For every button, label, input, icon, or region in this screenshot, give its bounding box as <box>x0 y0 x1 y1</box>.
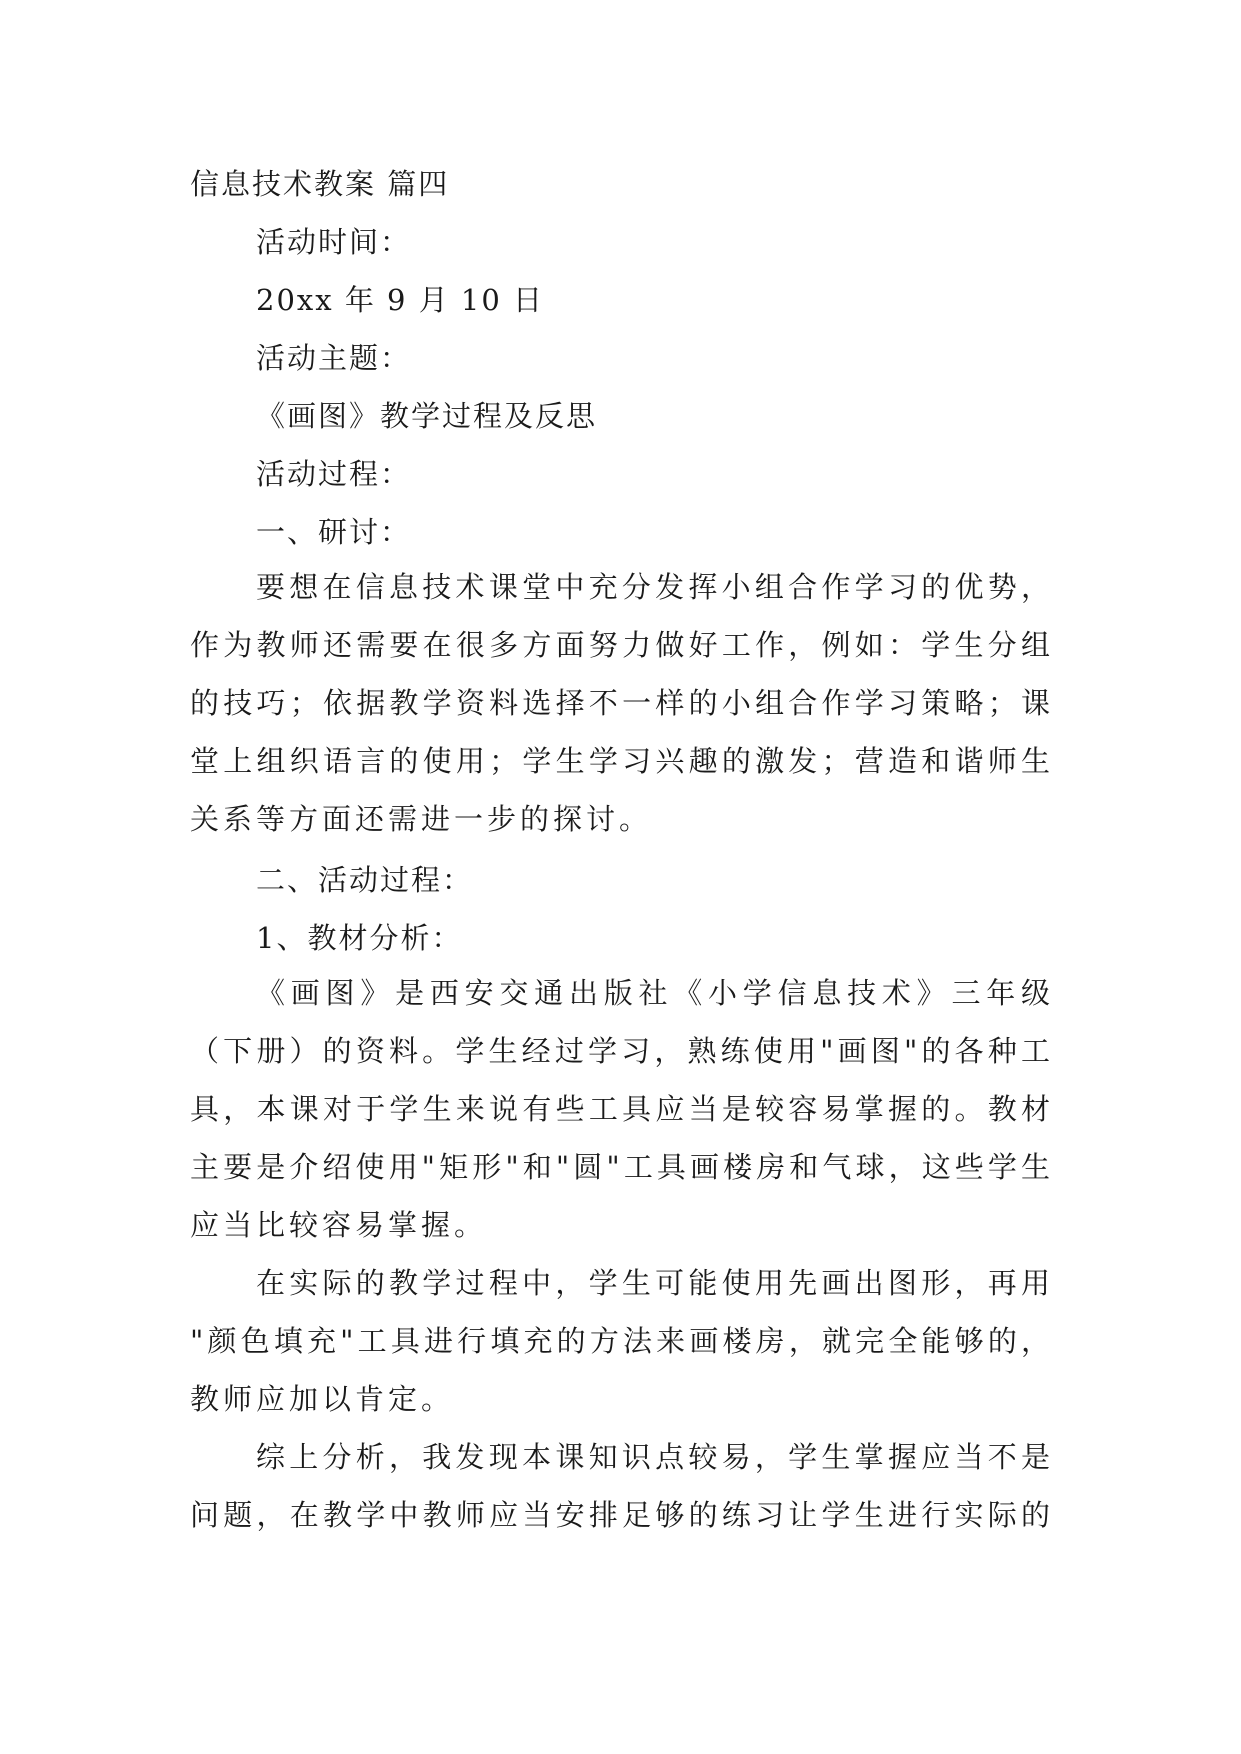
activity-theme-label: 活动主题： <box>256 341 412 375</box>
paragraph-discussion <box>190 558 1050 848</box>
paragraph-line: 应当比较容易掌握。 <box>190 1208 488 1242</box>
paragraph-line: 关系等方面还需进一步的探讨。 <box>190 802 653 836</box>
paragraph-line: 作为教师还需要在很多方面努力做好工作，例如：学生分组 <box>190 628 1050 662</box>
activity-time-label: 活动时间： <box>256 225 412 259</box>
paragraph-line: 综上分析，我发现本课知识点较易，学生掌握应当不是 <box>256 1440 1050 1474</box>
paragraph-line: 问题，在教学中教师应当安排足够的练习让学生进行实际的 <box>190 1498 1050 1532</box>
paragraph-textbook-analysis <box>190 964 1050 1254</box>
paragraph-line: 《画图》是西安交通出版社《小学信息技术》三年级 <box>256 976 1050 1010</box>
activity-process-label: 活动过程： <box>256 457 412 491</box>
paragraph-line: 在实际的教学过程中，学生可能使用先画出图形，再用 <box>256 1266 1050 1300</box>
subsection-1-heading: 1、教材分析： <box>256 921 463 955</box>
section-1-heading: 一、研讨： <box>256 515 412 549</box>
paragraph-summary <box>190 1428 1050 1544</box>
paragraph-line: 的技巧；依据教学资料选择不一样的小组合作学习策略；课 <box>190 686 1050 720</box>
paragraph-line: 要想在信息技术课堂中充分发挥小组合作学习的优势， <box>256 570 1050 604</box>
section-2-heading: 二、活动过程： <box>256 863 474 897</box>
paragraph-line: 具，本课对于学生来说有些工具应当是较容易掌握的。教材 <box>190 1092 1050 1126</box>
paragraph-line: （下册）的资料。学生经过学习，熟练使用"画图"的各种工 <box>190 1034 1050 1068</box>
paragraph-line: 主要是介绍使用"矩形"和"圆"工具画楼房和气球，这些学生 <box>190 1150 1050 1184</box>
paragraph-teaching-process <box>190 1254 1050 1428</box>
activity-theme-value: 《画图》教学过程及反思 <box>256 399 598 433</box>
activity-time-value: 20xx 年 9 月 10 日 <box>256 283 545 317</box>
paragraph-line: 教师应加以肯定。 <box>190 1382 455 1416</box>
document-title: 信息技术教案 篇四 <box>190 167 450 201</box>
paragraph-line: 堂上组织语言的使用；学生学习兴趣的激发；营造和谐师生 <box>190 744 1050 778</box>
paragraph-line: "颜色填充"工具进行填充的方法来画楼房，就完全能够的， <box>190 1324 1050 1358</box>
